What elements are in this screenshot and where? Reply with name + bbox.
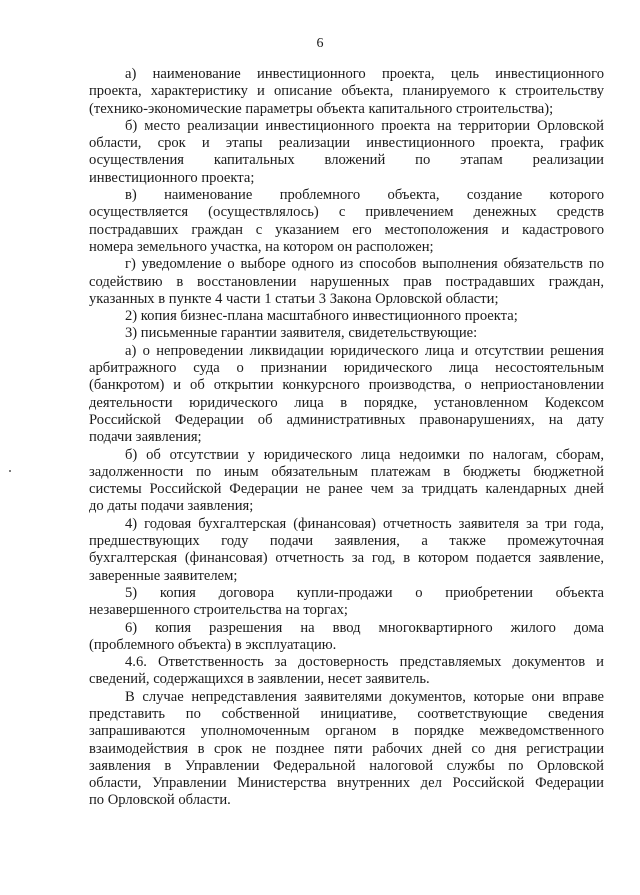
text-line: деятельности юридического лица в порядке, установленном Кодексом bbox=[89, 394, 604, 411]
text-line: б) место реализации инвестиционного проекта на территории Орловской bbox=[125, 117, 604, 134]
text-line: (проблемного объекта) в эксплуатацию. bbox=[89, 636, 337, 653]
text-line: бухгалтерская (финансовая) отчетность за год, в котором подается заявление, bbox=[89, 550, 604, 567]
text-line: содействию в восстановлении нарушенных прав пострадавших граждан, bbox=[89, 273, 604, 290]
text-line: задолженности по иным обязательным платежам в бюджеты бюджетной bbox=[89, 463, 604, 480]
text-line: в) наименование проблемного объекта, создание которого bbox=[125, 187, 604, 204]
text-line: предшествующих году подачи заявления, а также промежуточная bbox=[89, 533, 604, 550]
text-line: области, Управлении Министерства внутренних дел Российской Федерации bbox=[89, 775, 604, 792]
text-line: заявления в Управлении Федеральной налоговой службы по Орловской bbox=[89, 757, 604, 774]
text-line: запрашиваются уполномоченным органом в порядке межведомственного bbox=[89, 723, 604, 740]
text-line: 5) копия договора купли-продажи о приобретении объекта bbox=[125, 584, 604, 601]
text-line: по Орловской области. bbox=[89, 792, 231, 809]
text-line: системы Российской Федерации не ранее чем за тридцать календарных дней bbox=[89, 481, 604, 498]
text-line: подачи заявления; bbox=[89, 429, 202, 446]
text-line: проекта, характеристику и описание объекта, планируемого к строительству bbox=[89, 83, 604, 100]
text-line: номера земельного участка, на котором он расположен; bbox=[89, 238, 434, 255]
text-line: незавершенного строительства на торгах; bbox=[89, 602, 348, 619]
text-line: (банкротом) и об открытии конкурсного производства, о неприостановлении bbox=[89, 377, 604, 394]
text-line: до даты подачи заявления; bbox=[89, 498, 254, 515]
text-line: В случае непредставления заявителями документов, которые они вправе bbox=[125, 688, 604, 705]
text-line: осуществления капитальных вложений по этапам реализации bbox=[89, 152, 604, 169]
text-line: а) о непроведении ликвидации юридического лица и отсутствии решения bbox=[125, 342, 604, 359]
text-line: 3) письменные гарантии заявителя, свидетельствующие: bbox=[125, 325, 478, 342]
text-line: области, срок и этапы реализации инвестиционного проекта, график bbox=[89, 135, 604, 152]
document-body bbox=[89, 66, 604, 810]
text-line: 6) копия разрешения на ввод многоквартирного жилого дома bbox=[125, 619, 604, 636]
text-line: взаимодействия в срок не позднее пяти рабочих дней со дня регистрации bbox=[89, 740, 604, 757]
text-line: указанных в пункте 4 части 1 статьи 3 Закона Орловской области; bbox=[89, 290, 499, 307]
text-line: 2) копия бизнес-плана масштабного инвестиционного проекта; bbox=[125, 308, 518, 325]
text-line: заверенные заявителем; bbox=[89, 567, 238, 584]
text-line: (технико-экономические параметры объекта капитального строительства); bbox=[89, 100, 554, 117]
text-line: г) уведомление о выборе одного из способов выполнения обязательств по bbox=[125, 256, 604, 273]
text-line: 4.6. Ответственность за достоверность представляемых документов и bbox=[125, 654, 604, 671]
text-line: осуществляется (осуществлялось) с привлечением денежных средств bbox=[89, 204, 604, 221]
text-line: а) наименование инвестиционного проекта, цель инвестиционного bbox=[125, 66, 604, 82]
text-line: арбитражного суда о признании юридического лица несостоятельным bbox=[89, 360, 604, 377]
text-line: пострадавших граждан с указанием его местоположения и кадастрового bbox=[89, 221, 604, 238]
text-line: Российской Федерации об административных правонарушениях, на дату bbox=[89, 411, 604, 428]
text-line: сведений, содержащихся в заявлении, несет заявитель. bbox=[89, 671, 430, 688]
page-number: 6 bbox=[316, 36, 324, 51]
text-line: 4) годовая бухгалтерская (финансовая) отчетность заявителя за три года, bbox=[125, 515, 604, 532]
scan-speck bbox=[9, 470, 11, 472]
text-line: представить по собственной инициативе, соответствующие сведения bbox=[89, 705, 604, 722]
text-line: б) об отсутствии у юридического лица недоимки по налогам, сборам, bbox=[125, 446, 604, 463]
text-line: инвестиционного проекта; bbox=[89, 169, 255, 186]
